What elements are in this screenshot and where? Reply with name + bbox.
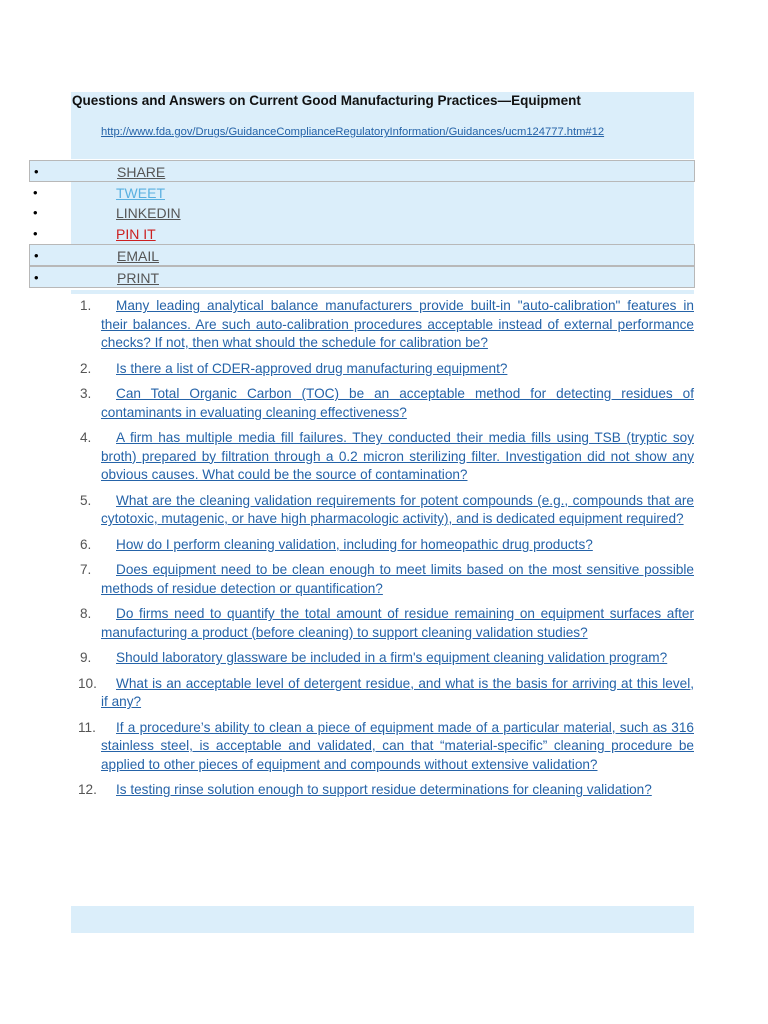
share-item-linkedin — [33, 202, 694, 224]
question-list — [71, 297, 694, 807]
question-link[interactable]: Is testing rinse solution enough to support residue determinations for cleaning validation? — [116, 782, 652, 797]
document-title: Questions and Answers on Current Good Manufacturing Practices—Equipment — [71, 92, 694, 112]
source-url-link[interactable]: http://www.fda.gov/Drugs/GuidanceComplianceRegulatoryInformation/Guidances/ucm124777.htm#12 — [101, 126, 605, 138]
list-item — [71, 649, 694, 668]
bullet-icon: • — [34, 270, 39, 285]
list-item — [71, 536, 694, 555]
list-item — [71, 719, 694, 775]
question-link[interactable]: How do I perform cleaning validation, including for homeopathic drug products? — [116, 536, 593, 552]
print-link[interactable]: PRINT — [117, 270, 159, 286]
question-number: 12. — [78, 782, 97, 797]
question-number: 3. — [80, 386, 92, 401]
list-item — [71, 492, 694, 529]
question-link[interactable]: If a procedure’s ability to clean a piece of equipment made of a particular material, such as 316 stainless steel, is acceptable and validated, can that “material-specific” cleaning procedure be applied to other pieces of equipment and compounds without extensive validation? — [101, 719, 694, 772]
question-link[interactable]: Does equipment need to be clean enough to meet limits based on the most sensitive possible methods of residue detection or quantification? — [101, 562, 694, 596]
question-number: 10. — [78, 675, 97, 691]
list-item — [71, 605, 694, 642]
tweet-link[interactable]: TWEET — [116, 185, 165, 201]
list-item — [71, 675, 694, 712]
question-number: 2. — [80, 360, 92, 376]
question-link[interactable]: Should laboratory glassware be included in a firm's equipment cleaning validation program? — [116, 650, 668, 665]
question-link[interactable]: Many leading analytical balance manufacturers provide built-in "auto-calibration" features in their balances. Are such auto-calibration procedures acceptable instead of external performance checks? If not, then what should the schedule for calibration be? — [101, 298, 694, 350]
question-link[interactable]: What is an acceptable level of detergent residue, and what is the basis for arriving at this level, if any? — [101, 675, 694, 709]
bullet-icon: • — [34, 248, 39, 263]
linkedin-link[interactable]: LINKEDIN — [116, 205, 181, 221]
question-link[interactable]: Can Total Organic Carbon (TOC) be an acceptable method for detecting residues of contaminants in evaluating cleaning effectiveness? — [101, 386, 694, 420]
question-number: 8. — [80, 606, 92, 621]
question-number: 7. — [80, 562, 92, 577]
share-item-share — [29, 160, 695, 182]
share-item-tweet — [33, 182, 694, 204]
share-link[interactable]: SHARE — [117, 164, 166, 180]
share-item-print — [29, 266, 695, 288]
pinit-link[interactable]: PIN IT — [116, 226, 156, 242]
question-number: 5. — [80, 492, 92, 508]
list-item — [71, 297, 694, 353]
question-link[interactable]: What are the cleaning validation requirements for potent compounds (e.g., compounds that are cytotoxic, mutagenic, or have high pharmacologic activity), and is dedicated equipment required? — [101, 492, 694, 526]
question-link[interactable]: Do firms need to quantify the total amount of residue remaining on equipment surfaces after manufacturing a product (before cleaning) to support cleaning validation studies? — [101, 606, 694, 640]
bullet-icon: • — [33, 185, 38, 200]
question-number: 9. — [80, 650, 92, 665]
share-item-email — [29, 244, 695, 266]
bullet-icon: • — [33, 226, 38, 241]
question-number: 4. — [80, 430, 92, 445]
list-item — [71, 385, 694, 422]
question-link[interactable]: A firm has multiple media fill failures. They conducted their media fills using TSB (tryptic soy broth) prepared by filtration through a 0.2 micron sterilizing filter. Investigation did not show any obvious causes. What could be the source of contamination? — [101, 430, 694, 482]
bullet-icon: • — [33, 205, 38, 220]
question-number: 6. — [80, 536, 92, 552]
share-item-pinit — [33, 223, 694, 245]
list-item — [71, 429, 694, 485]
question-link[interactable]: Is there a list of CDER-approved drug manufacturing equipment? — [116, 360, 508, 376]
list-item — [71, 360, 694, 379]
list-item — [71, 561, 694, 598]
email-link[interactable]: EMAIL — [117, 248, 160, 264]
question-number: 1. — [80, 298, 92, 313]
question-number: 11. — [78, 719, 96, 735]
list-item — [71, 781, 694, 800]
bullet-icon: • — [34, 164, 39, 179]
